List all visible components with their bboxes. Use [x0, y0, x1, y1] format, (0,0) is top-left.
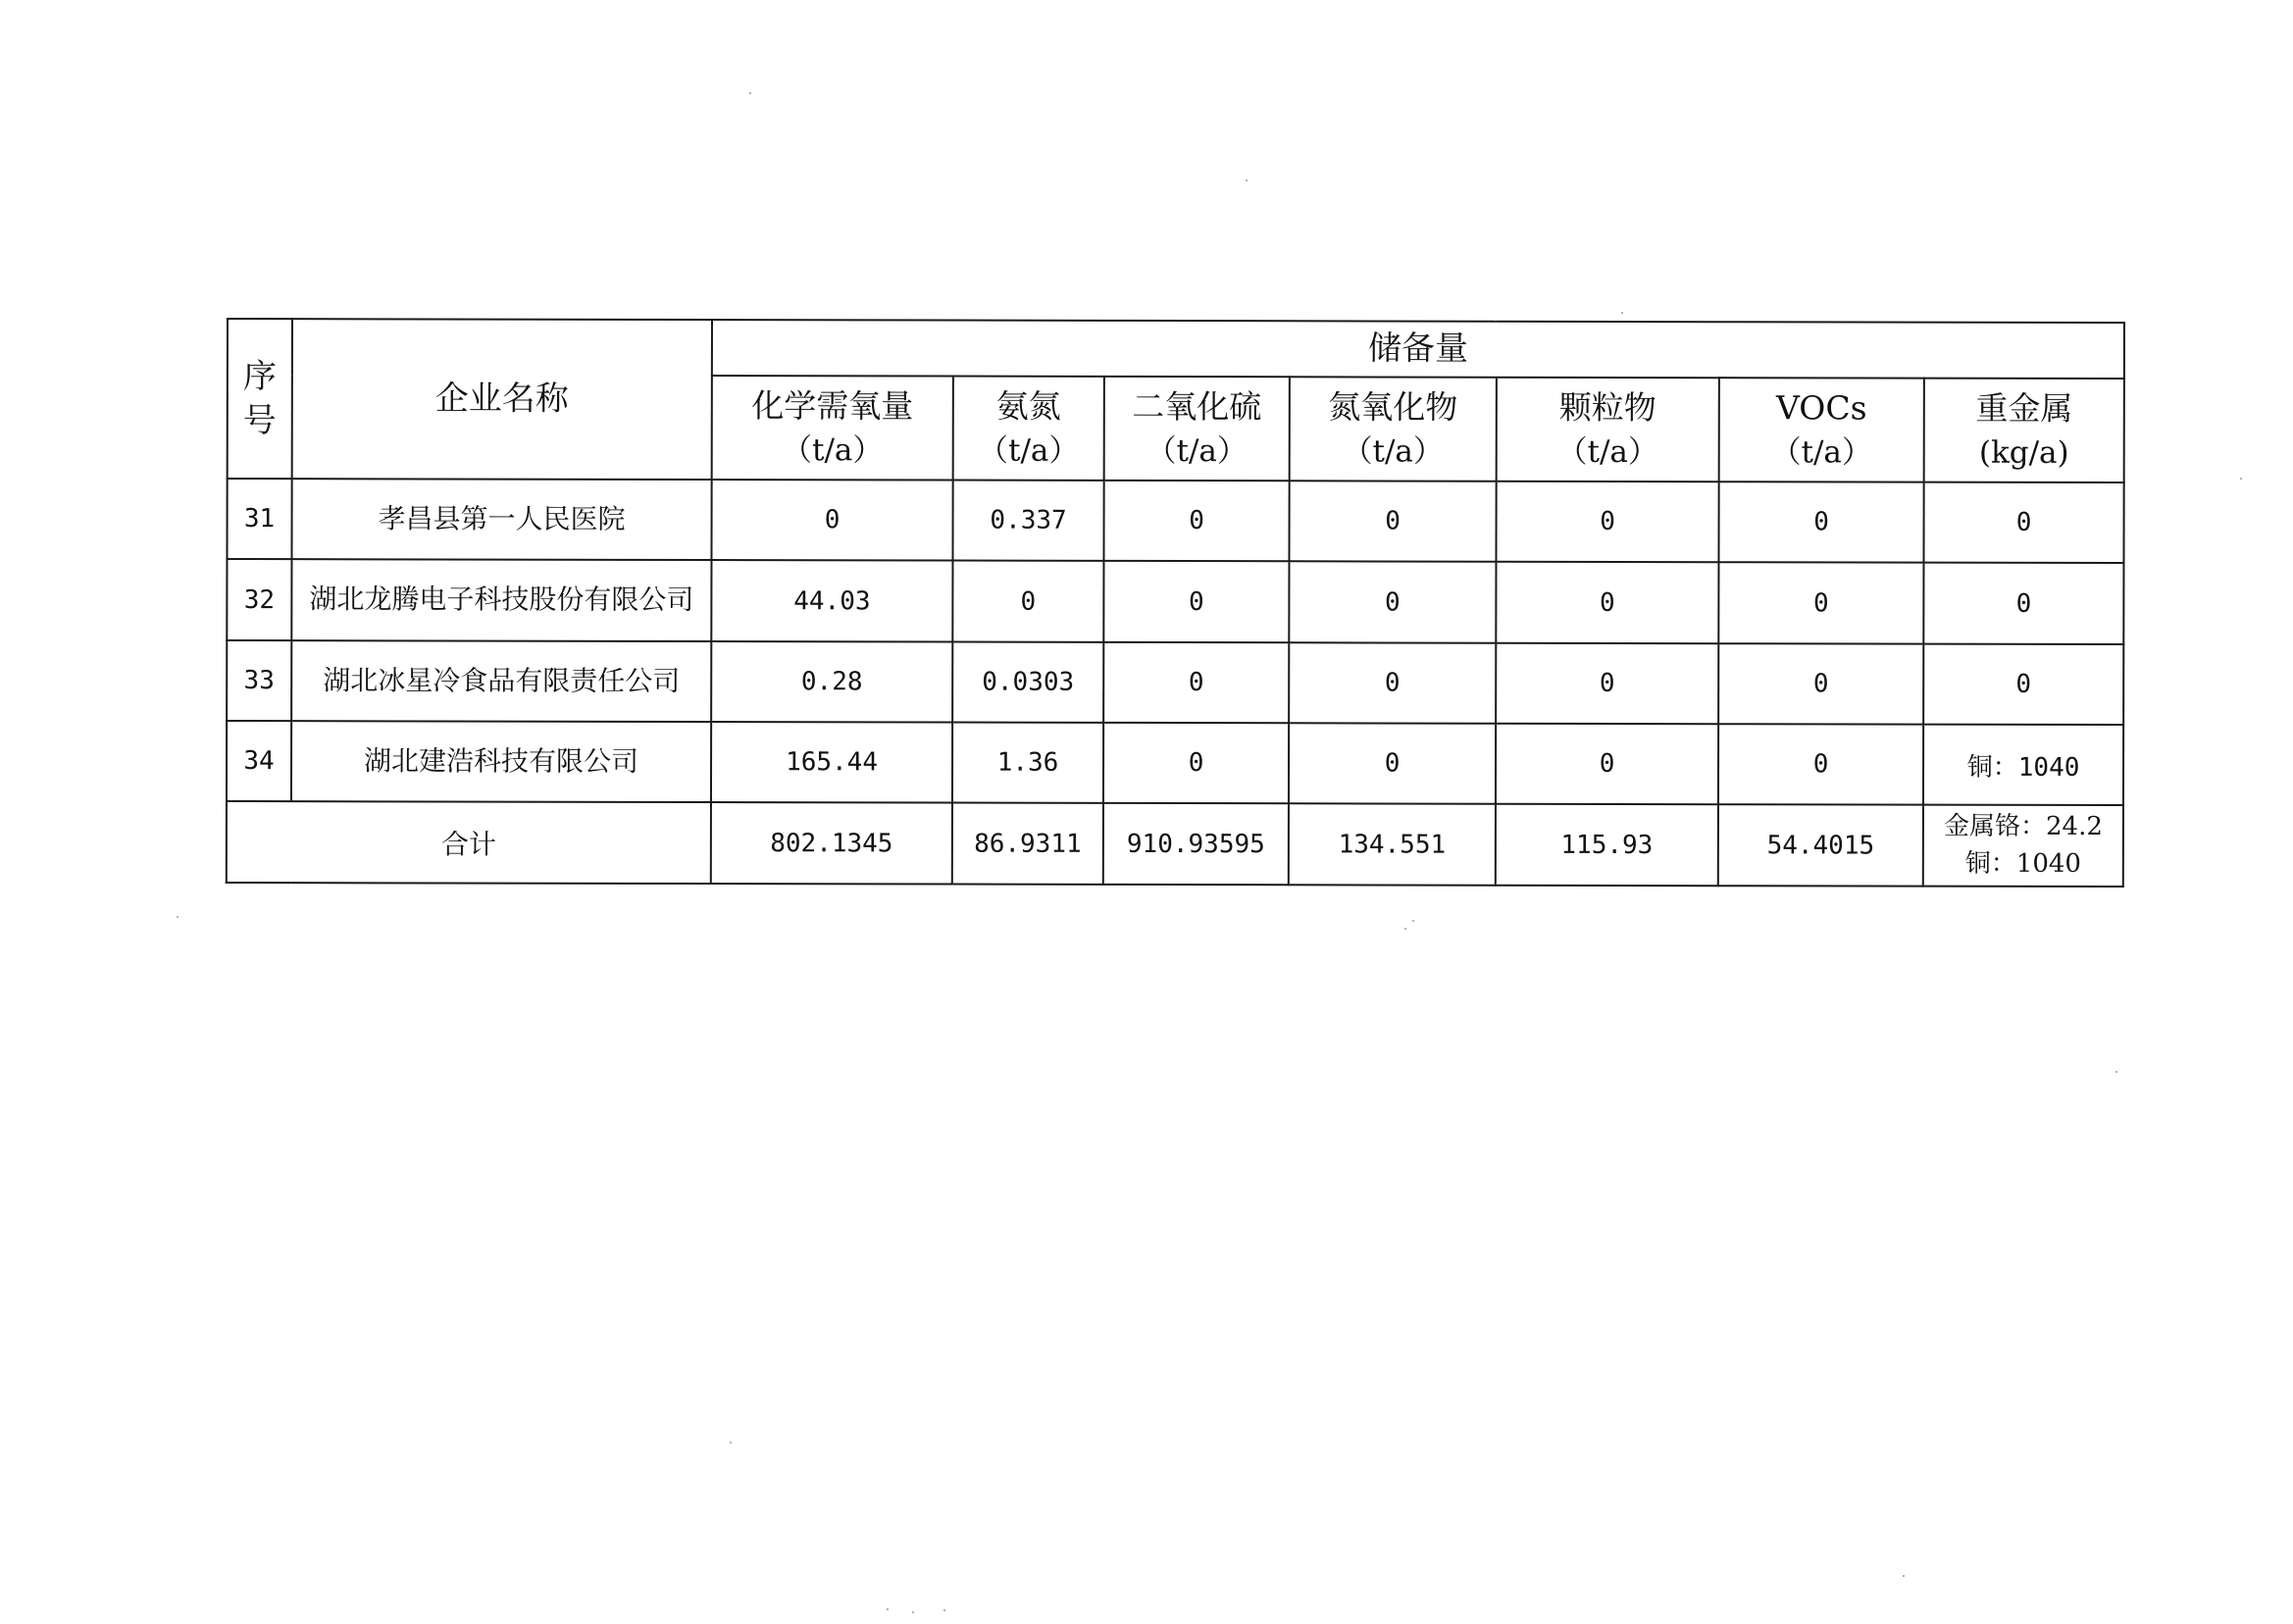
scan-speck	[2115, 1071, 2117, 1073]
row-ammonia: 0.0303	[952, 642, 1103, 723]
scan-speck	[1404, 928, 1406, 930]
row-heavy-metal: 0	[1923, 644, 2123, 725]
scan-speck	[912, 1611, 914, 1613]
table-row	[227, 640, 2123, 725]
row-so2: 0	[1103, 481, 1289, 561]
scan-speck	[1412, 920, 1414, 922]
row-vocs: 0	[1718, 724, 1923, 804]
row-so2: 0	[1103, 723, 1289, 803]
header-ammonia-unit: （t/a）	[977, 433, 1080, 470]
row-pm: 0	[1496, 482, 1718, 562]
row-cod: 0	[711, 480, 952, 561]
row-nox: 0	[1289, 723, 1496, 803]
row-heavy-metal: 0	[1923, 482, 2123, 563]
header-index-char: 序	[242, 357, 277, 397]
scan-speck	[1246, 179, 1248, 181]
row-so2: 0	[1103, 642, 1289, 723]
header-heavy-metal-name: 重金属	[1975, 388, 2073, 428]
scan-speck	[730, 1442, 732, 1444]
table-row	[227, 721, 2123, 805]
row-vocs: 0	[1718, 643, 1923, 724]
total-pm: 115.93	[1496, 804, 1718, 886]
row-index: 31	[227, 479, 291, 559]
header-cod	[712, 376, 953, 481]
header-row-top	[228, 319, 2124, 379]
scan-speck	[943, 1609, 945, 1611]
header-heavy-metal-unit: (kg/a)	[1978, 435, 2069, 472]
row-cod: 0.28	[711, 641, 952, 723]
header-reserve-group: 储备量	[712, 320, 2124, 379]
emission-reserve-table	[226, 318, 2125, 888]
row-ammonia: 0.337	[952, 481, 1103, 561]
header-so2	[1104, 377, 1290, 481]
header-heavy-metal	[1924, 379, 2124, 482]
row-pm: 0	[1496, 724, 1718, 804]
row-heavy-metal: 0	[1923, 563, 2123, 644]
row-nox: 0	[1289, 561, 1496, 642]
total-vocs: 54.4015	[1718, 804, 1923, 886]
row-company-name: 湖北冰星冷食品有限责任公司	[291, 640, 711, 722]
header-vocs-unit: （t/a）	[1770, 434, 1872, 471]
header-company-name: 企业名称	[292, 319, 712, 480]
header-ammonia	[953, 377, 1104, 481]
header-so2-unit: （t/a）	[1146, 433, 1248, 470]
header-index-char: 号	[242, 400, 277, 440]
header-nox-unit: （t/a）	[1342, 433, 1444, 471]
total-heavy-metal-copper: 铜：1040	[1964, 848, 2081, 879]
header-nox-name: 氮氧化物	[1328, 386, 1458, 427]
scan-speck	[1621, 312, 1623, 314]
header-cod-name: 化学需氧量	[751, 385, 914, 426]
total-row	[227, 801, 2123, 887]
row-index: 34	[227, 721, 291, 801]
header-pm-unit: （t/a）	[1556, 434, 1658, 471]
row-company-name: 湖北龙腾电子科技股份有限公司	[291, 559, 711, 641]
row-index: 32	[227, 559, 291, 640]
row-pm: 0	[1496, 562, 1718, 643]
total-cod: 802.1345	[711, 802, 952, 885]
header-vocs-name: VOCs	[1776, 387, 1867, 428]
row-nox: 0	[1289, 642, 1496, 723]
total-heavy-metal	[1923, 805, 2123, 887]
row-cod: 165.44	[711, 722, 952, 803]
row-cod: 44.03	[711, 560, 952, 642]
table-row	[227, 559, 2123, 644]
scan-speck	[749, 92, 751, 94]
header-nox	[1290, 377, 1497, 481]
scan-speck	[1903, 1575, 1905, 1577]
header-index	[228, 319, 292, 479]
header-ammonia-name: 氨氮	[995, 386, 1061, 426]
row-index: 33	[227, 640, 291, 721]
total-nox: 134.551	[1289, 803, 1496, 885]
scan-speck	[177, 916, 178, 918]
row-company-name: 孝昌县第一人民医院	[291, 479, 711, 560]
row-ammonia: 0	[952, 561, 1103, 642]
scan-speck	[2240, 478, 2242, 480]
header-pm	[1497, 378, 1719, 482]
row-vocs: 0	[1718, 482, 1923, 562]
total-so2: 910.93595	[1103, 803, 1289, 885]
row-vocs: 0	[1718, 562, 1923, 643]
table-row	[227, 479, 2123, 563]
header-cod-unit: （t/a）	[781, 432, 884, 469]
total-ammonia: 86.9311	[952, 803, 1103, 885]
header-pm-name: 颗粒物	[1558, 387, 1656, 427]
total-heavy-metal-chromium: 金属铬：24.2	[1943, 811, 2103, 841]
header-so2-name: 二氧化硫	[1132, 386, 1262, 426]
total-label: 合计	[227, 801, 711, 884]
row-so2: 0	[1103, 561, 1289, 642]
scan-speck	[887, 1608, 889, 1610]
header-vocs	[1719, 378, 1924, 482]
row-pm: 0	[1496, 643, 1718, 724]
row-ammonia: 1.36	[952, 723, 1103, 803]
row-company-name: 湖北建浩科技有限公司	[291, 721, 711, 802]
row-nox: 0	[1289, 481, 1496, 561]
row-heavy-metal: 铜：1040	[1923, 725, 2123, 805]
